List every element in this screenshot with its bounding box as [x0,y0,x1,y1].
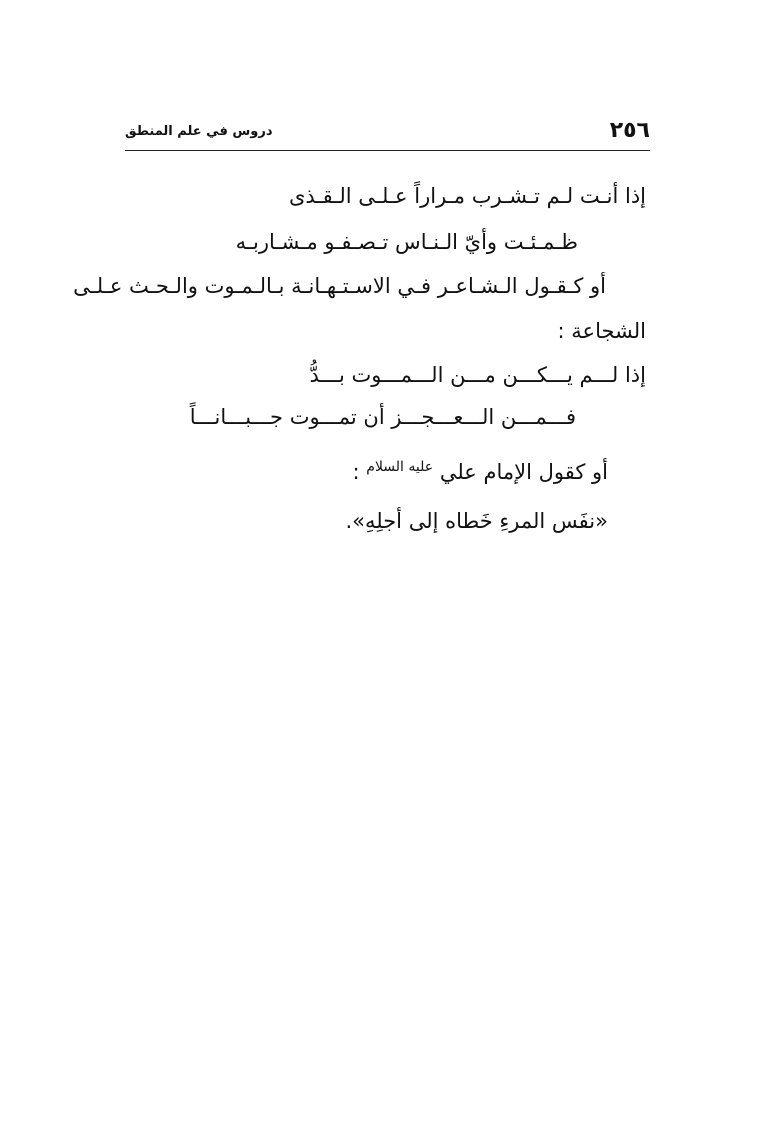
paragraph-1-line-2: الشجاعة : [557,319,646,343]
verse-2-first-hemistich: إذا لـــم يـــكـــن مـــن الـــمـــوت بـــدُّ [309,363,646,387]
header-rule [125,150,650,151]
paragraph-2-colon: : [352,460,360,484]
page-number: ٢٥٦ [609,118,650,143]
verse-1-first-hemistich: إذا أنـت لـم تـشـرب مـراراً عـلـى الـقـذى [289,184,646,208]
paragraph-1-line-1: أو كـقـول الـشـاعـر فـي الاسـتـهـانـة بـالـمـوت والـحـث عـلـى [73,274,606,298]
verse-1-second-hemistich: ظـمـئـت وأيّ الـنـاس تـصـفـو مـشـاربـه [235,230,578,254]
honorific-glyph: عليه السلام [366,459,434,475]
paragraph-2-text: أو كقول الإمام علي [439,460,608,484]
page-header [125,118,650,150]
paragraph-2 [353,452,608,487]
running-title: دروس في علم المنطق [125,124,273,139]
quotation: «نفَس المرءِ خَطاه إلى أجلِهِ». [345,509,608,533]
verse-2-second-hemistich: فـــمـــن الـــعـــجـــز أن تمـــوت جـــبـــانـــاً [189,405,576,429]
